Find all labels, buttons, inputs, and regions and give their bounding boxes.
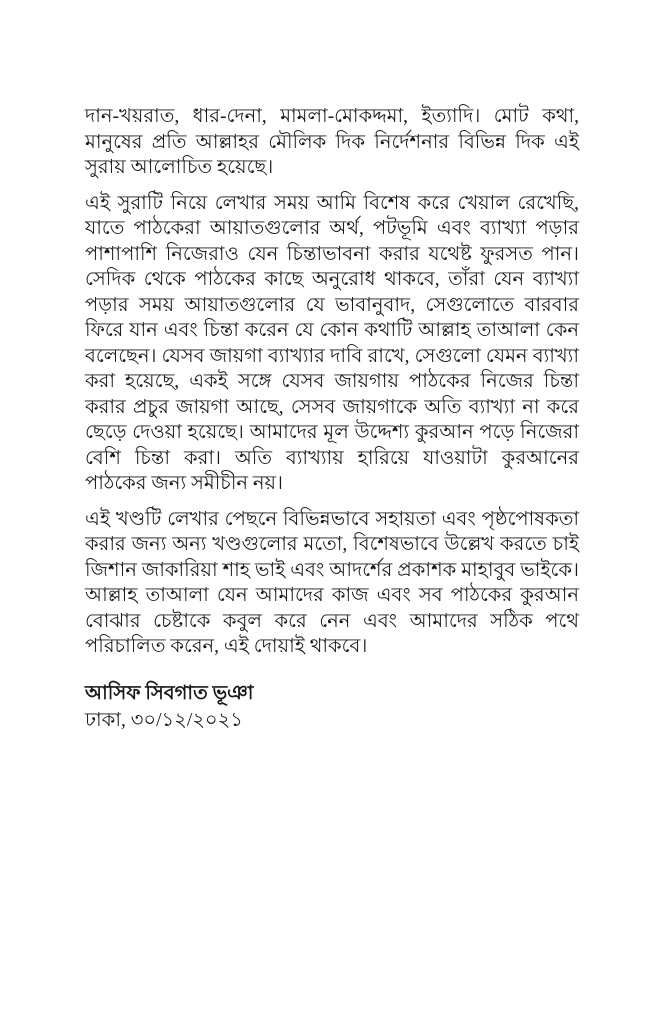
place-date-line: ঢাকা, ৩০/১২/২০২১ [85, 709, 243, 731]
body-paragraph: দান-খয়রাত, ধার-দেনা, মামলা-মোকদ্দমা, ইত্যাদি। মোট কথা, মানুষের প্রতি আল্লাহর মৌলিক দিক নির্দেশনার বিভিন্ন দিক এই সুরায় আলোচিত হয়েছে। [85, 106, 579, 178]
text-block [85, 104, 579, 734]
author-name: আসিফ সিবগাত ভূঞা [85, 682, 254, 704]
signature-block [85, 680, 579, 734]
body-paragraph: এই খণ্ডটি লেখার পেছনে বিভিন্নভাবে সহায়তা এবং পৃষ্ঠপোষকতা করার জন্য অন্য খণ্ডগুলোর মতো, বিশেষভাবে উল্লেখ করতে চাই জিশান জাকারিয়া শাহ ভাই এবং আদর্শের প্রকাশক মাহাবুব ভাইকে। আল্লাহ তাআলা যেন আমাদের কাজ এবং সব পাঠকের কুরআন বোঝার চেষ্টাকে কবুল করে নেন এবং আমাদের সঠিক পথে পরিচালিত করেন, এই দোয়াই থাকবে। [85, 508, 579, 657]
body-paragraph: এই সুরাটি নিয়ে লেখার সময় আমি বিশেষ করে খেয়াল রেখেছি, যাতে পাঠকেরা আয়াতগুলোর অর্থ, পটভূমি এবং ব্যাখ্যা পড়ার পাশাপাশি নিজেরাও যেন চিন্তাভাবনা করার যথেষ্ট ফুরসত পান। সেদিক থেকে পাঠকের কাছে অনুরোধ থাকবে, তাঁরা যেন ব্যাখ্যা পড়ার সময় আয়াতগুলোর যে ভাবানুবাদ, সেগুলোতে বারবার ফিরে যান এবং চিন্তা করেন যে কোন কথাটি আল্লাহ তাআলা কেন বলেছেন। যেসব জায়গা ব্যাখ্যার দাবি রাখে, সেগুলো যেমন ব্যাখ্যা করা হয়েছে, একই সঙ্গে যেসব জায়গায় পাঠকের নিজের চিন্তা করার প্রচুর জায়গা আছে, সেসব জায়গাকে অতি ব্যাখ্যা না করে ছেড়ে দেওয়া হয়েছে। আমাদের মূল উদ্দেশ্য কুরআন পড়ে নিজেরা বেশি চিন্তা করা। অতি ব্যাখ্যায় হারিয়ে যাওয়াটা কুরআনের পাঠকের জন্য সমীচীন নয়। [85, 192, 579, 494]
